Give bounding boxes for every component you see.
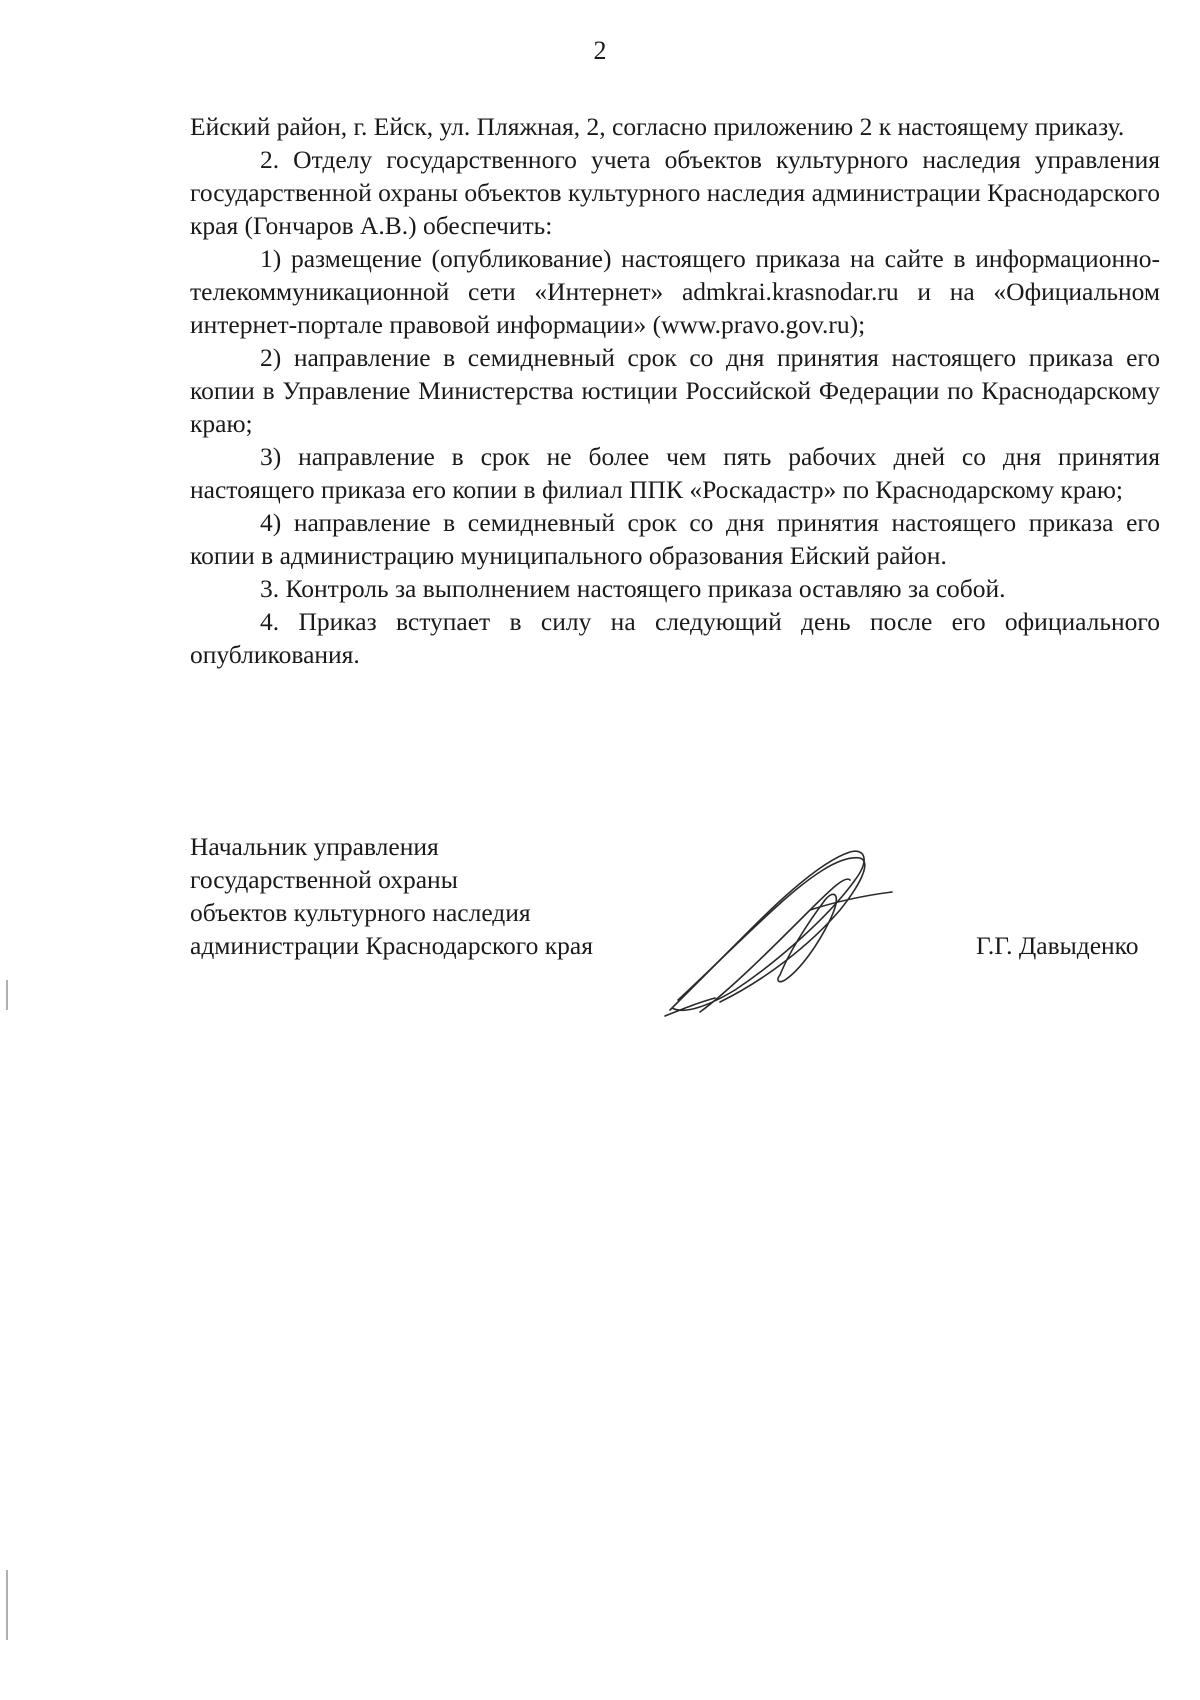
paragraph-subitem-2: 2) направление в семидневный срок со дня принятия настоящего приказа его копии в Управление Министерства юстиции Российской Федерации по Краснодарскому краю; bbox=[190, 343, 1160, 438]
paragraph-subitem-3: 3) направление в срок не более чем пять рабочих дней со дня принятия настоящего приказа его копии в филиал ППК «Роскадастр» по Краснодарскому краю; bbox=[190, 442, 1160, 504]
page-number: 2 bbox=[593, 36, 607, 65]
scan-margin-mark bbox=[6, 1570, 8, 1640]
signer-position-line: Начальник управления bbox=[190, 832, 439, 861]
signer-position bbox=[190, 830, 593, 962]
signer-position-line: администрации Краснодарского края bbox=[190, 931, 593, 960]
document-body bbox=[190, 110, 1160, 671]
paragraph-subitem-1: 1) размещение (опубликование) настоящего приказа на сайте в информационно-телекоммуникационной сети «Интернет» admkrai.krasnodar.ru и на «Официальном интернет-портале правовой информации» (www.pravo.gov.ru); bbox=[190, 244, 1160, 339]
scan-margin-mark bbox=[6, 980, 8, 1010]
paragraph-item-3: 3. Контроль за выполнением настоящего приказа оставляю за собой. bbox=[260, 574, 1006, 603]
signer-position-line: государственной охраны bbox=[190, 865, 458, 894]
signer-position-line: объектов культурного наследия bbox=[190, 898, 531, 927]
paragraph-item-2: 2. Отделу государственного учета объектов культурного наследия управления государственной охраны объектов культурного наследия администрации Краснодарского края (Гончаров А.В.) обеспечить: bbox=[190, 145, 1160, 240]
paragraph-subitem-4: 4) направление в семидневный срок со дня принятия настоящего приказа его копии в администрацию муниципального образования Ейский район. bbox=[190, 508, 1160, 570]
handwritten-signature bbox=[660, 840, 930, 1020]
paragraph-continuation: Ейский район, г. Ейск, ул. Пляжная, 2, согласно приложению 2 к настоящему приказу. bbox=[190, 112, 1125, 141]
paragraph-item-4: 4. Приказ вступает в силу на следующий день после его официального опубликования. bbox=[190, 607, 1160, 669]
signer-name: Г.Г. Давыденко bbox=[976, 931, 1139, 960]
